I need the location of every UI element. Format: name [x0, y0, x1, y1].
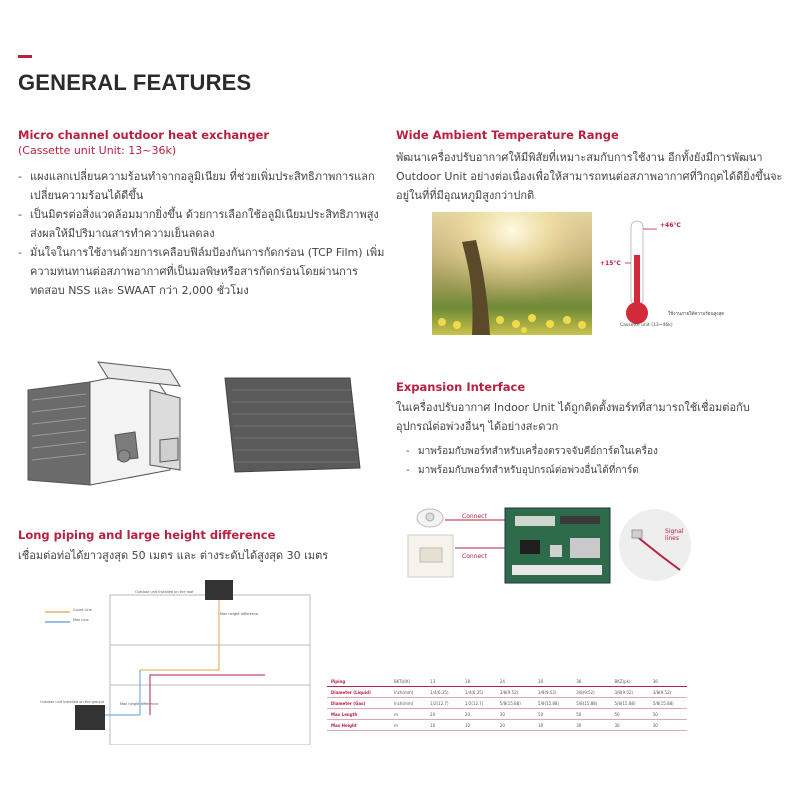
outdoor-unit-frame [28, 362, 180, 485]
cassette-note: Cassette unit (13~46k) [620, 323, 673, 328]
circuit-board-icon [505, 508, 610, 583]
keycard-switch-icon [408, 535, 453, 577]
diagram-label-height-1: Max height difference [220, 612, 259, 616]
sunlight-scene-icon [432, 212, 592, 335]
temp-low-label: +15°C [600, 260, 621, 267]
micro-channel-section [18, 128, 388, 300]
expansion-title: Expansion Interface [396, 380, 526, 394]
connect-label-2: Connect [462, 553, 487, 560]
list-item: - มั่นใจในการใช้งานด้วยการเคลือบฟิล์มป้องกันการกัดกร่อน (TCP Film) เพิ่มความทนทานต่อสภาพอากาศที่เป็นมลพิษหรือสารกัดกร่อนโดยผ่านการทดสอบ NSS และ SWAAT กว่า 2,000 ชั่วโมง [18, 246, 385, 297]
expansion-bullets [396, 442, 786, 480]
ambient-body: พัฒนาเครื่องปรับอากาศให้มีพิสัยที่เหมาะสมกับการใช้งาน อีกทั้งยังมีการพัฒนา Outdoor Unit อย่างต่อเนื่องเพื่อให้สามารถทนต่อสภาพอากาศที่วิกฤตได้ดียิ่งขึ้นจะอยู่ในที่ที่มีอุณหภูมิสูงกว่าปกติ [396, 151, 783, 202]
page-title: GENERAL FEATURES [18, 70, 252, 95]
micro-channel-subtitle: (Cassette unit Unit: 13~36k) [18, 144, 177, 157]
legend-count-line: Count Line [73, 608, 92, 612]
piping-diagram [40, 575, 330, 745]
signal-lines-label: Signal lines [665, 528, 684, 542]
expansion-diagram [400, 500, 700, 590]
table-header-row: Piping BKTU(K) 13 18 24 30 36 BKZ(pk) 36 [327, 676, 687, 687]
ambient-title: Wide Ambient Temperature Range [396, 128, 619, 142]
piping-section [18, 528, 398, 565]
connect-label-1: Connect [462, 513, 487, 520]
ambient-section [396, 128, 786, 205]
signal-lines-icon [619, 509, 691, 581]
piping-spec-table [327, 676, 687, 731]
piping-title: Long piping and large height difference [18, 528, 276, 542]
expansion-body: ในเครื่องปรับอากาศ Indoor Unit ได้ถูกติดตั้งพอร์ทที่สามารถใช้เชื่อมต่อกับอุปกรณ์ต่อพ่วงอื่นๆ ได้อย่างสะดวก [396, 401, 750, 433]
heat-exchanger-panel [225, 378, 360, 472]
table-row: Diameter (Liquid) Inch(mm) 1/4(6.35) 1/4(6.35) 3/8(9.52) 3/8(9.52) 3/8(9.52) 3/8(9.52) 3/8(9.52) [327, 687, 687, 698]
list-item: - เป็นมิตรต่อสิ่งแวดล้อมมากยิ่งขึ้น ด้วยการเลือกใช้อลูมิเนียมประสิทธิภาพสูง ส่งผลให้มีปริมาณสารทำความเย็นลดลง [18, 208, 379, 240]
roof-outdoor-unit-icon [205, 580, 233, 600]
diagram-label-height-2: Max height difference [120, 702, 159, 706]
micro-channel-title: Micro channel outdoor heat exchanger [18, 128, 270, 142]
expansion-section [396, 380, 786, 480]
legend-max-line: Max Line [73, 618, 89, 622]
micro-channel-bullets [18, 167, 388, 300]
temp-high-label: +46°C [660, 222, 681, 229]
list-item: - แผงแลกเปลี่ยนความร้อนทำจากอลูมิเนียม ที่ช่วยเพิ่มประสิทธิภาพการแลกเปลี่ยนความร้อนได้ดีขึ้น [18, 170, 375, 202]
sensor-icon [417, 509, 443, 527]
list-item: - มาพร้อมกับพอร์ทสำหรับอุปกรณ์ต่อพ่วงอื่นได้ที่การ์ด [406, 465, 639, 476]
title-accent-bar [18, 55, 32, 58]
diagram-label-roof: Outdoor unit installed on the roof [135, 590, 194, 594]
diagram-label-ground: Outdoor unit installed on the ground [40, 700, 104, 704]
piping-body: เชื่อมต่อท่อได้ยาวสูงสุด 50 เมตร และ ต่างระดับได้สูงสุด 30 เมตร [18, 549, 329, 562]
ground-outdoor-unit-icon [75, 705, 105, 730]
table-row: Diameter (Gas) Inch(mm) 1/2(12.7) 1/2(12.7) 5/8(15.88) 5/8(15.88) 5/8(15.88) 5/8(15.88) 5/8(15.88) [327, 698, 687, 709]
list-item: - มาพร้อมกับพอร์ทสำหรับเครื่องตรวจจับคีย์การ์ดในเครื่อง [406, 446, 658, 457]
table-row: Max Length m 20 20 30 50 50 50 50 [327, 709, 687, 720]
garden-sunlight-photo [432, 212, 592, 335]
thermo-note: ใช้งานภายใต้ความร้อนสูงสุด [668, 312, 725, 317]
table-row: Max Height m 10 10 20 30 30 30 30 [327, 720, 687, 731]
outdoor-unit-illustration [20, 360, 390, 495]
